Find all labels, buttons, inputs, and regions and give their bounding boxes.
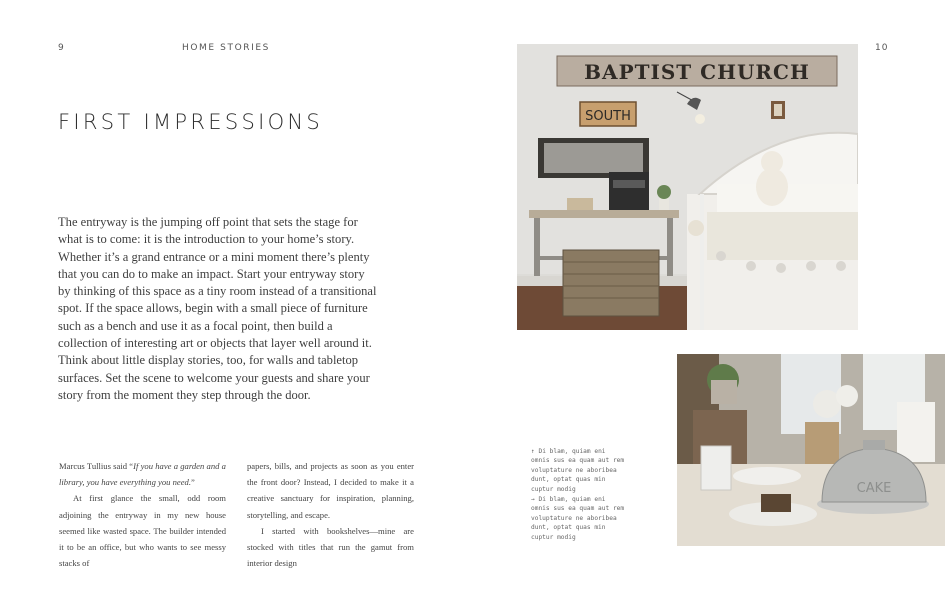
sign-small-text: SOUTH	[585, 109, 631, 124]
table-illustration	[677, 354, 945, 546]
arrow-right-icon: →	[531, 496, 535, 503]
body-paragraph: papers, bills, and projects as soon as you enter the front door? Instead, I decided to make it a creative sanctuary for inspiration, planning, storytelling, and escape.	[247, 461, 414, 520]
bedroom-photo	[517, 44, 858, 330]
running-head: HOME STORIES	[182, 43, 270, 53]
photo-caption-up	[531, 447, 626, 494]
arrow-up-icon: ↑	[531, 448, 535, 455]
body-column-2	[247, 458, 414, 571]
quote-lead: Marcus Tullius said “	[59, 461, 134, 471]
table-photo	[677, 354, 945, 546]
body-paragraph: I started with bookshelves—mine are stocked with titles that run the gamut from interior design	[247, 525, 414, 569]
caption-text: Di blam, quiam eni omnis sus ea quam aut rem voluptature ne aboribea dunt, optat quas min cuptur modig	[531, 496, 625, 541]
sign-main-text: BAPTIST CHURCH	[584, 60, 810, 84]
page-title: FIRST IMPRESSIONS	[58, 110, 324, 134]
body-paragraph	[59, 458, 226, 490]
cake-lid-text: CAKE	[856, 481, 892, 496]
bedroom-illustration	[517, 44, 858, 330]
right-page-number: 10	[875, 43, 889, 53]
body-column-1	[59, 458, 226, 571]
quote-close: ”	[190, 477, 195, 488]
intro-paragraph: The entryway is the jumping off point that sets the stage for what is to come: it is the introduction to your home’s story. Whether it’s a grand entrance or a mini moment there’s plenty that you can do to make an impact. Start your entryway story by thinking of this space as a tiny room instead of a transitional spot. If the space allows, begin with a small piece of furniture such as a bench and use it as a focal point, then build a collection of interesting art or objects that layer well around it. Think about little display stories, too, for walls and tabletop surfaces. Set the scene to welcome your guests and share your story from the moment they step through the door.	[58, 215, 377, 402]
left-page-number: 9	[58, 43, 65, 53]
photo-caption-right	[531, 495, 626, 542]
quote-text: If you have a garden and a library, you have everything you need.	[59, 461, 226, 488]
caption-text: Di blam, quiam eni omnis sus ea quam aut rem voluptature ne aboribea dunt, optat quas min cuptur modig	[531, 448, 625, 493]
body-paragraph: At first glance the small, odd room adjoining the entryway in my new house seemed like wasted space. The builder intended it to be an office, but who wants to see messy stacks of	[59, 493, 226, 569]
